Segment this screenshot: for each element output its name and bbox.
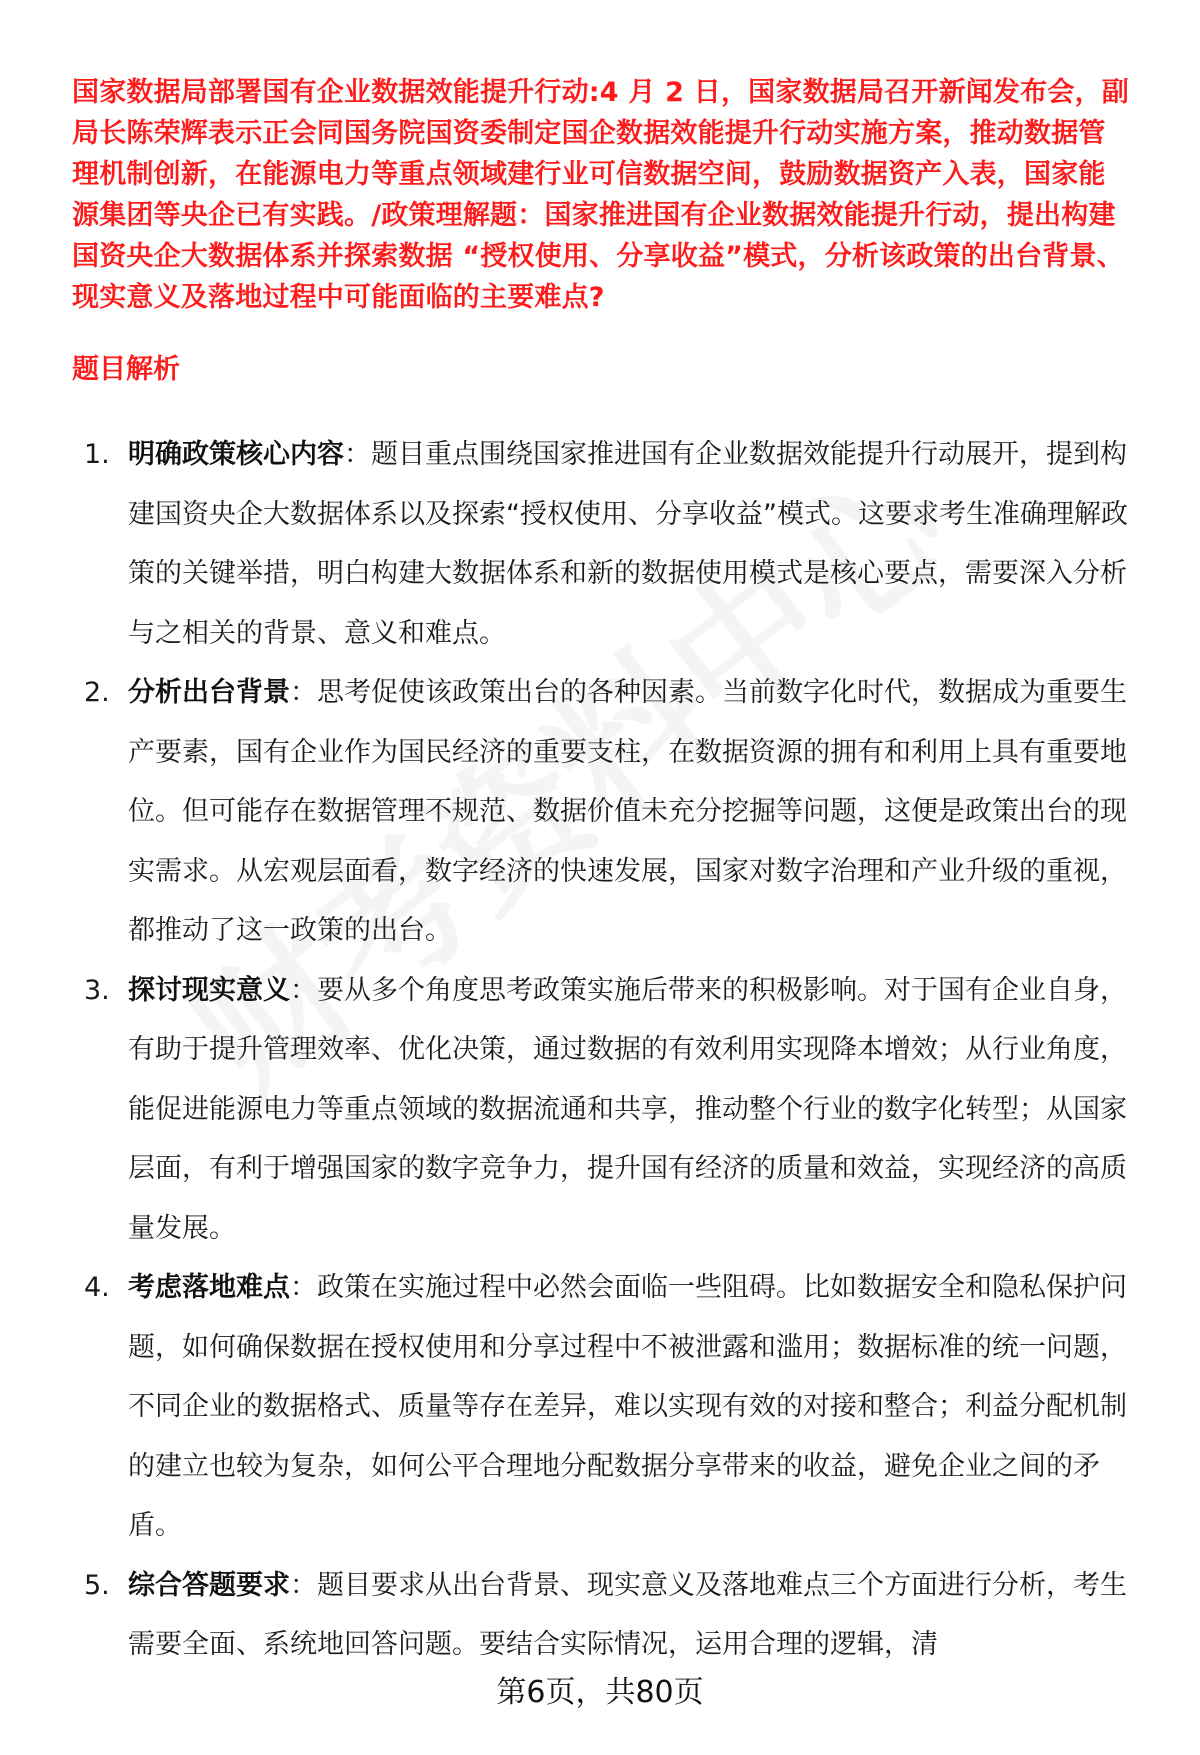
item-number: 1. <box>84 439 110 470</box>
analysis-item <box>72 1258 1140 1556</box>
analysis-list <box>72 425 1140 1675</box>
item-text: ：题目重点围绕国家推进国有企业数据效能提升行动展开，提到构建国资央企大数据体系以及探索“授权使用、分享收益”模式。这要求考生准确理解政策的关键举措，明白构建大数据体系和新的数据使用模式是核心要点，需要深入分析与之相关的背景、意义和难点。 <box>128 439 1128 649</box>
analysis-item <box>72 663 1140 961</box>
item-label: 考虑落地难点 <box>128 1272 290 1303</box>
item-label: 探讨现实意义 <box>128 974 290 1006</box>
analysis-title: 题目解析 <box>72 354 180 385</box>
item-label: 明确政策核心内容 <box>128 439 344 470</box>
item-text: ：思考促使该政策出台的各种因素。当前数字化时代，数据成为重要生产要素，国有企业作为国民经济的重要支柱，在数据资源的拥有和利用上具有重要地位。但可能存在数据管理不规范、数据价值未充分挖掘等问题，这便是政策出台的现实需求。从宏观层面看，数字经济的快速发展，国家对数字治理和产业升级的重视，都推动了这一政策的出台。 <box>128 677 1127 946</box>
item-number: 3. <box>84 974 110 1006</box>
item-number: 2. <box>84 677 110 708</box>
analysis-item <box>72 961 1140 1259</box>
item-number: 4. <box>84 1272 110 1303</box>
analysis-item <box>72 1556 1140 1675</box>
item-text: ：政策在实施过程中必然会面临一些阻碍。比如数据安全和隐私保护问题，如何确保数据在授权使用和分享过程中不被泄露和滥用；数据标准的统一问题，不同企业的数据格式、质量等存在差异，难以实现有效的对接和整合；利益分配机制的建立也较为复杂，如何公平合理地分配数据分享带来的收益，避免企业之间的矛盾。 <box>128 1272 1127 1541</box>
item-label: 综合答题要求 <box>128 1569 290 1601</box>
item-number: 5. <box>84 1569 110 1601</box>
analysis-item <box>72 425 1140 663</box>
question-text: 国家数据局部署国有企业数据效能提升行动:4 月 2 日，国家数据局召开新闻发布会，副局长陈荣辉表示正会同国务院国资委制定国企数据效能提升行动实施方案，推动数据管理机制创新，在能源电力等重点领域建行业可信数据空间，鼓励数据资产入表，国家能源集团等央企已有实践。/政策理解题：国家推进国有企业数据效能提升行动，提出构建国资央企大数据体系并探索数据 “授权使用、分享收益”模式，分析该政策的出台背景、现实意义及落地过程中可能面临的主要难点? <box>72 77 1129 313</box>
page-number: 第6页，共80页 <box>496 1675 704 1710</box>
item-label: 分析出台背景 <box>128 677 290 708</box>
item-text: ：题目要求从出台背景、现实意义及落地难点三个方面进行分析，考生需要全面、系统地回答问题。要结合实际情况，运用合理的逻辑，清 <box>128 1569 1127 1660</box>
item-text: ：要从多个角度思考政策实施后带来的积极影响。对于国有企业自身，有助于提升管理效率、优化决策，通过数据的有效利用实现降本增效；从行业角度，能促进能源电力等重点领域的数据流通和共享，推动整个行业的数字化转型；从国家层面，有利于增强国家的数字竞争力，提升国有经济的质量和效益，实现经济的高质量发展。 <box>128 974 1127 1244</box>
